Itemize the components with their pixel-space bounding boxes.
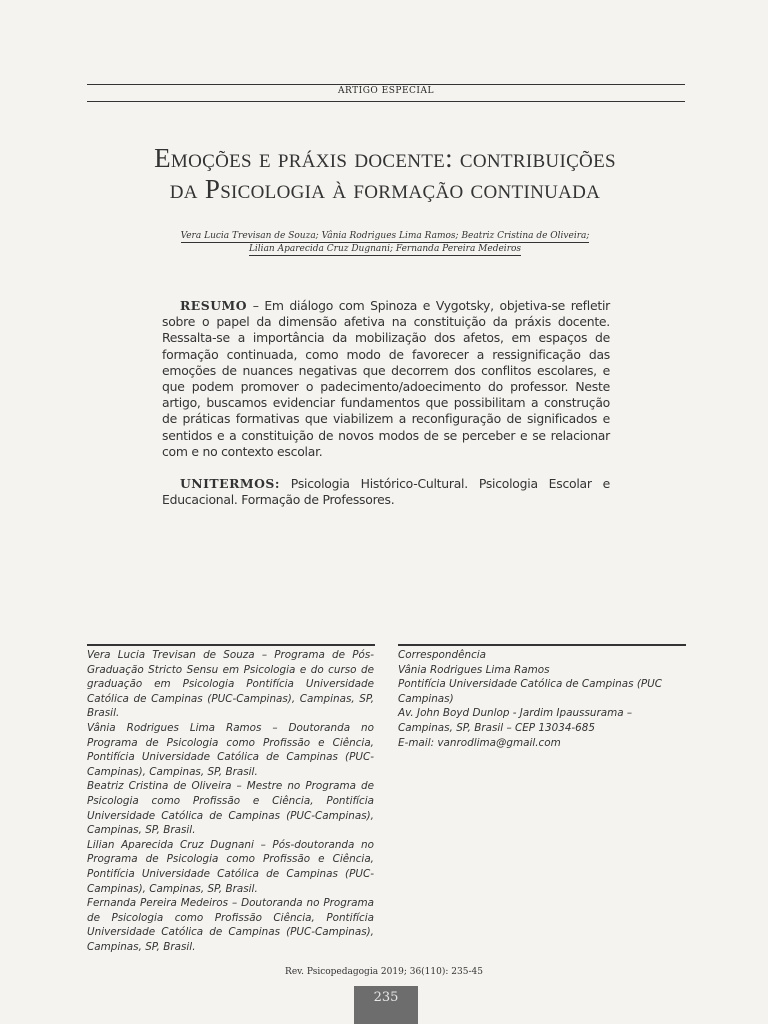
abstract-label: RESUMO: [180, 298, 248, 313]
title-line-1: Emoções e práxis docente: contribuições: [154, 143, 616, 173]
authors-line-1: Vera Lucia Trevisan de Souza; Vânia Rodrigues Lima Ramos; Beatriz Cristina de Oliveira;: [180, 231, 590, 241]
keywords-text: Psicologia Histórico-Cultural. Psicologia Escolar e Educacional. Formação de Professores.: [162, 476, 610, 508]
abstract-paragraph: [162, 298, 610, 460]
header-bottom-rule: [87, 101, 685, 102]
article-title: [60, 143, 710, 205]
affiliation-item: Vânia Rodrigues Lima Ramos – Doutoranda no Programa de Psicologia como Profissão e Ciência, Pontifícia Universidade Católica de Campinas (PUC-Campinas), Campinas, SP, Brasil.: [87, 721, 374, 778]
correspondence-address: Av. John Boyd Dunlop - Jardim Ipaussurama – Campinas, SP, Brasil – CEP 13034-685: [398, 707, 633, 734]
correspondence-rule: [398, 644, 686, 646]
page-number: 235: [354, 986, 418, 1024]
section-label: ARTIGO ESPECIAL: [338, 86, 434, 96]
header-top-rule: [87, 84, 685, 85]
keywords-label: UNITERMOS:: [180, 476, 280, 492]
title-line-2: da Psicologia à formação continuada: [169, 174, 601, 204]
authors-line-2: Lilian Aparecida Cruz Dugnani; Fernanda Pereira Medeiros: [248, 244, 522, 254]
correspondence-block: [398, 648, 686, 750]
abstract-text: – Em diálogo com Spinoza e Vygotsky, objetiva-se refletir sobre o papel da dimensão afetiva na constituição da práxis docente. Ressalta-se a importância da mobilização dos afetos, em espaços de formação continuada, como modo de favorecer a ressignificação das emoções de nuances negativas que decorrem dos conflitos escolares, e que podem promover o padecimento/adoecimento do professor. Neste artigo, buscamos evidenciar fundamentos que possibilitam a construção de práticas formativas que viabilizem a reconfiguração de significados e sentidos e a constituição de novos modos de se perceber e se relacionar com e no contexto escolar.: [162, 298, 610, 459]
author-list: [160, 230, 610, 256]
affiliations-rule: [87, 644, 375, 646]
affiliation-item: Vera Lucia Trevisan de Souza – Programa de Pós-Graduação Stricto Sensu em Psicologia e do curso de graduação em Psicologia Pontifícia Universidade Católica de Campinas (PUC-Campinas), Campinas, SP, Brasil.: [87, 649, 374, 720]
affiliation-item: Lilian Aparecida Cruz Dugnani – Pós-doutoranda no Programa de Psicologia como Profissão e Ciência, Pontifícia Universidade Católica de Campinas (PUC-Campinas), Campinas, SP, Brasil.: [87, 838, 374, 895]
correspondence-institution: Pontifícia Universidade Católica de Campinas (PUC Campinas): [398, 678, 663, 705]
affiliation-item: Fernanda Pereira Medeiros – Doutoranda no Programa de Psicologia como Profissão Ciência, Pontifícia Universidade Católica de Campinas (PUC-Campinas), Campinas, SP, Brasil.: [87, 897, 374, 953]
correspondence-email: E-mail: vanrodlima@gmail.com: [398, 736, 561, 749]
abstract-block: [162, 298, 610, 508]
keywords-paragraph: [162, 476, 610, 508]
author-affiliations: [87, 648, 374, 954]
correspondence-name: Vânia Rodrigues Lima Ramos: [398, 663, 550, 676]
affiliation-item: Beatriz Cristina de Oliveira – Mestre no Programa de Psicologia como Profissão e Ciência, Pontifícia Universidade Católica de Campinas (PUC-Campinas), Campinas, SP, Brasil.: [87, 780, 374, 837]
journal-citation: Rev. Psicopedagogia 2019; 36(110): 235-45: [285, 967, 483, 977]
correspondence-heading: Correspondência: [398, 649, 487, 661]
